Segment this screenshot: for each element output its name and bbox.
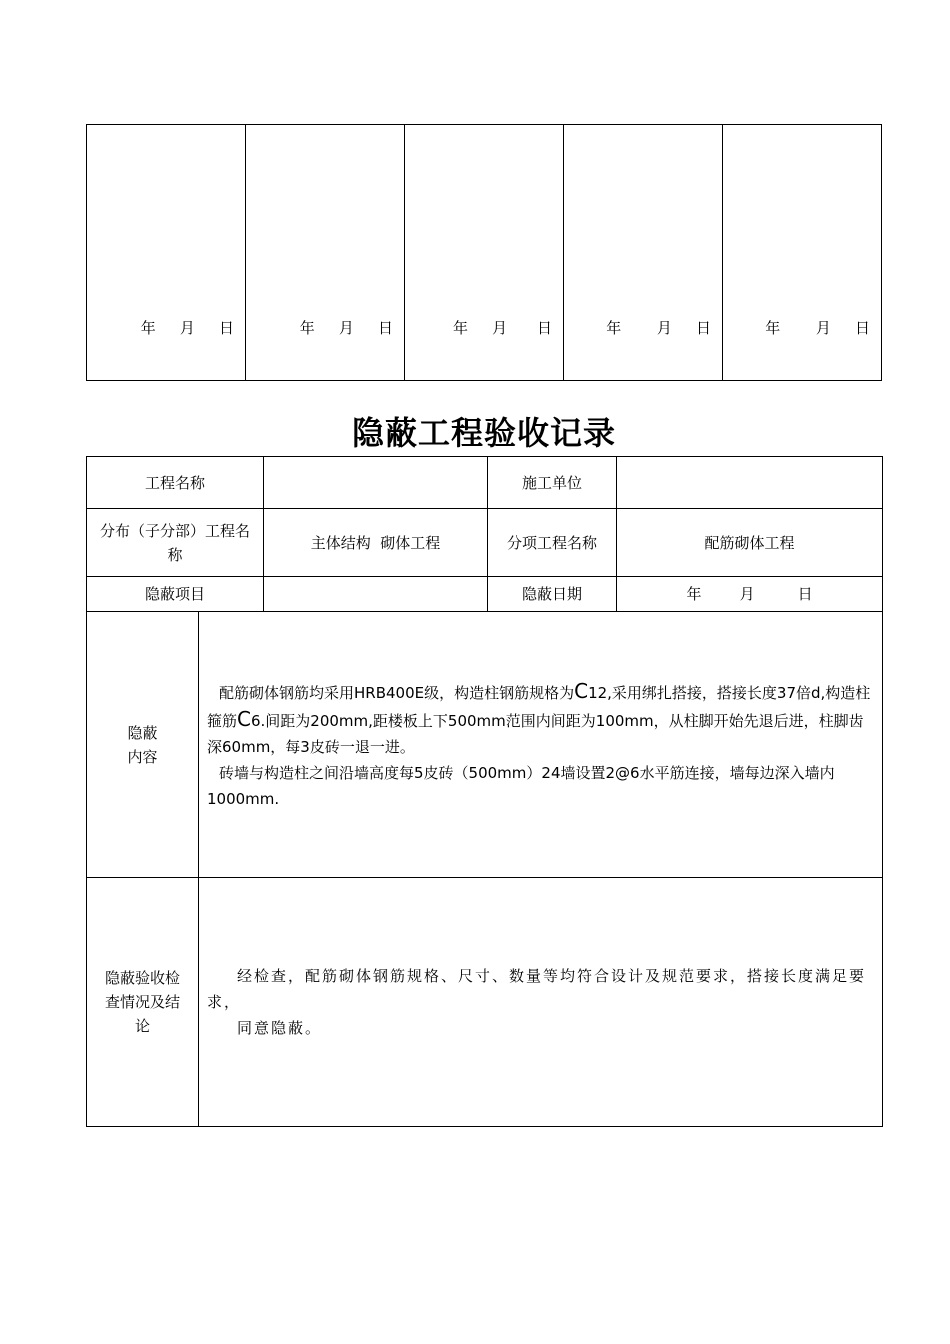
subitem-label: 分项工程名称 (488, 509, 617, 577)
contractor-value (617, 457, 883, 509)
signature-cell: 年 月 日 (723, 125, 882, 381)
signature-cell: 年 月 日 (564, 125, 723, 381)
division-label: 分布（子分部）工程名称 (87, 509, 264, 577)
check-paragraph-1: 经检查，配筋砌体钢筋规格、尺寸、数量等均符合设计及规范要求，搭接长度满足要求， (207, 967, 867, 1011)
division-value: 主体结构 砌体工程 (264, 509, 488, 577)
record-table (86, 456, 883, 1127)
content-paragraph-1: 配筋砌体钢筋均采用HRB400E级，构造柱钢筋规格为C12,采用绑扎搭接，搭接长度37倍d,构造柱箍筋C6.间距为200mm,距楼板上下500mm范围内间距为100mm，从柱脚开始先退后进，柱脚齿深60mm，每3皮砖一退一进。 (207, 678, 871, 756)
hidden-item-value (264, 577, 488, 612)
signature-cell: 年 月 日 (405, 125, 564, 381)
hidden-date-label: 隐蔽日期 (488, 577, 617, 612)
signature-cell: 年 月 日 (246, 125, 405, 381)
hidden-date-value: 年 月 日 (617, 577, 883, 612)
contractor-label: 施工单位 (488, 457, 617, 509)
check-label: 隐蔽验收检查情况及结论 (87, 878, 199, 1127)
content-text (199, 612, 883, 878)
signature-cell: 年 月 日 (87, 125, 246, 381)
hidden-item-label: 隐蔽项目 (87, 577, 264, 612)
content-label: 隐蔽内容 (87, 612, 199, 878)
document-title: 隐蔽工程验收记录 (351, 414, 616, 452)
content-paragraph-2: 砖墙与构造柱之间沿墙高度每5皮砖（500mm）24墙设置2@6水平筋连接，墙每边深入墙内1000mm. (207, 763, 835, 808)
check-conclusion (199, 878, 883, 1127)
check-paragraph-2: 同意隐蔽。 (237, 1019, 323, 1037)
subitem-value: 配筋砌体工程 (617, 509, 883, 577)
signature-table (86, 124, 882, 381)
project-name-label: 工程名称 (87, 457, 264, 509)
project-name-value (264, 457, 488, 509)
